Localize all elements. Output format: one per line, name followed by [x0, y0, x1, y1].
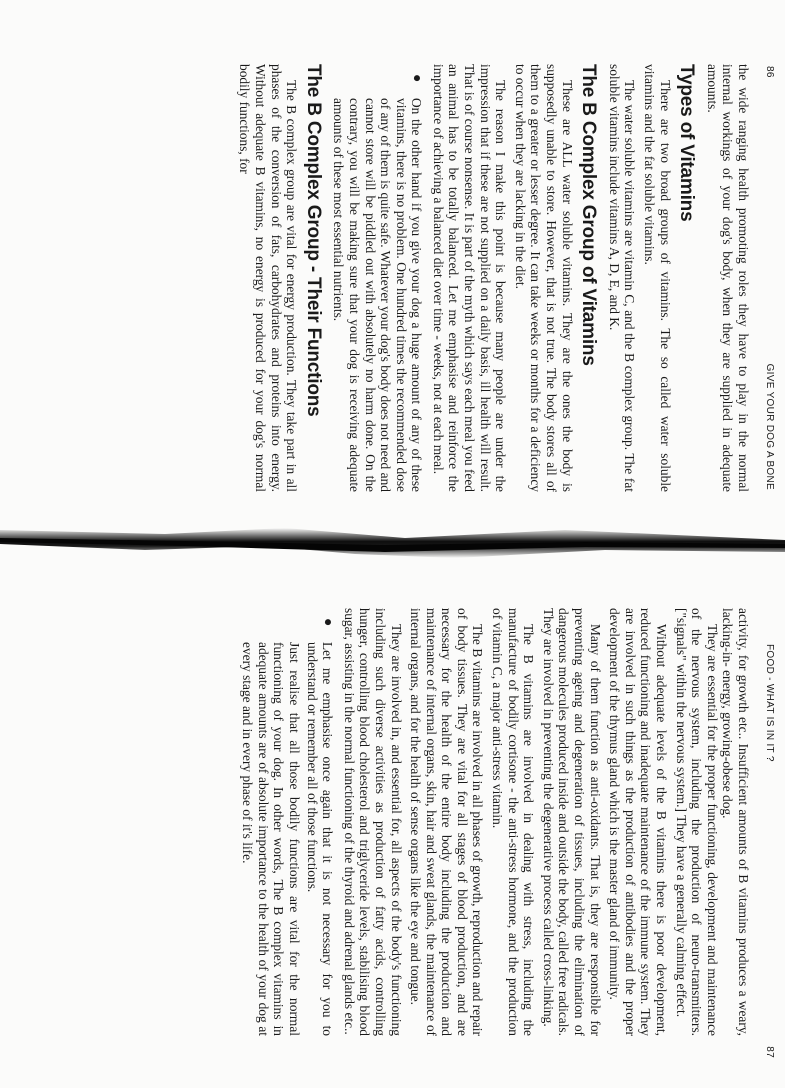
left-page-number: 86: [764, 66, 775, 78]
left-page: [0, 0, 785, 520]
right-page-number: 87: [764, 1046, 775, 1058]
left-paragraph-1: the wide ranging health promoting roles they have to play in the normal internal workings of your dog's body, when they are supplied in adequate amounts.: [704, 64, 751, 492]
right-bullet-text-2: Just realise that all those bodily functions are vital for the normal functioning of your dog. In other words, The B complex vitamins in adequate amounts are of absolute importance to the health of your dog at every stage and in every phase of it's life.: [240, 642, 302, 1036]
right-paragraph-6: The B vitamins are involved in all phases of growth, reproduction and repair of body tissues. They are vital for all stages of blood production, and are necessary for the health of the entire body including the production and maintenance of internal organs, skin, hair and sweat glands, the maintenance of internal organs, and for the health of sense organs like the eye and tongue.: [408, 608, 486, 1036]
left-paragraph-2: There are two broad groups of vitamins. The so called water soluble vitamins and the fat soluble vitamins.: [642, 64, 673, 492]
heading-types-of-vitamins: Types of Vitamins: [676, 64, 698, 222]
bullet-dot-icon: ●: [320, 618, 336, 627]
left-paragraph-4: These are ALL water soluble vitamins. They are the ones the body is supposedly unable to store. However, that is not true. The body stores all of them to a greater or lesser degree. It can take weeks or months for a deficiency to occur when they are lacking in the diet.: [512, 64, 575, 492]
right-bullet-item: [240, 608, 336, 1036]
left-body: [237, 64, 751, 492]
left-bullet-item: [331, 64, 425, 492]
left-paragraph-5: The reason I make this point is because many people are under the impression that if these are not supplied on a daily basis, ill health will result. That is of course nonsense. It is part of the myth which says each meal you feed an animal has to be totally balanced. Let me emphasise and reinforce the importance of achieving a balanced diet over time - weeks, not at each meal.: [430, 64, 509, 493]
heading-b-complex-functions: The B Complex Group - Their Functions: [302, 64, 324, 417]
right-running-head: [759, 634, 775, 1058]
right-paragraph-5: The B vitamins are involved in dealing with stress, including the manufacture of bodily cortisone - the anti-stress hormone, and the production of vitamin C, a major anti-stress vitamin.: [490, 608, 537, 1036]
right-paragraph-7: They are involved in, and essential for, all aspects of the body's functioning including such diverse activities as production of fatty acids, controlling hunger, controlling blood cholesterol and triglyceride levels, stabilising blood sugar, assisting in the normal functioning of the thyroid and adrenal glands etc..: [341, 608, 404, 1036]
left-running-head: [759, 66, 775, 490]
right-paragraph-2: They are essential for the proper functioning, development and maintenance of the nervous system, including the production of neuro-transmitters. ["signals" within the nervous system.] They have a generally calming effect.: [673, 608, 720, 1036]
left-bullet-text: On the other hand if you give your dog a huge amount of any of these vitamins, there is no problem. One hundred times the recommended dose of any of them is quite safe. Whatever your dog's body does not need and cannot store will be piddled out with absolutely no harm done. On the contrary, you will be making sure that your dog is receiving adequate amounts of these most essential nutrients.: [331, 98, 425, 492]
right-paragraph-1: activity, for growth etc.. Insufficient amounts of B vitamins produces a weary, lacking-in- energy, growing-obese dog.: [720, 608, 751, 1036]
left-paragraph-3: The water soluble vitamins are vitamin C, and the B complex group. The fat soluble vitamins include vitamins A, D, E, and K.: [606, 64, 638, 492]
left-paragraph-6: The B complex group are vital for energy production. They take part in all phases of the conversion of fats, carbohydrates and proteins into energy. Without adequate B vitamins, no energy is produced for your dog's normal bodily functions, for: [237, 64, 300, 492]
right-page: [0, 568, 785, 1088]
right-running-title: FOOD - WHAT IS IN IT ?: [764, 644, 775, 762]
right-paragraph-3: Without adequate levels of the B vitamins there is poor development, reduced functioning and inadequate maintenance of the immune system. They are involved in such things as the production of antibodies and the proper development of the thymus gland which is the master gland of immunity.: [607, 608, 670, 1036]
bullet-dot-icon: ●: [409, 74, 425, 83]
left-running-title: GIVE YOUR DOG A BONE: [764, 363, 775, 490]
right-paragraph-4: Many of them function as anti-oxidants. That is, they are responsible for preventing ageing and degeneration of tissues, including the elimination of dangerous molecules produced inside and outside the body, called free radicals. They are involved in preventing the degenerative process called cross-linking.: [540, 608, 603, 1036]
right-bullet-text-1: Let me emphasise once again that it is not necessary for you to understand or remember all of those functions.: [304, 642, 336, 1036]
right-body: [234, 608, 751, 1036]
heading-b-complex-group: The B Complex Group of Vitamins: [578, 64, 600, 366]
